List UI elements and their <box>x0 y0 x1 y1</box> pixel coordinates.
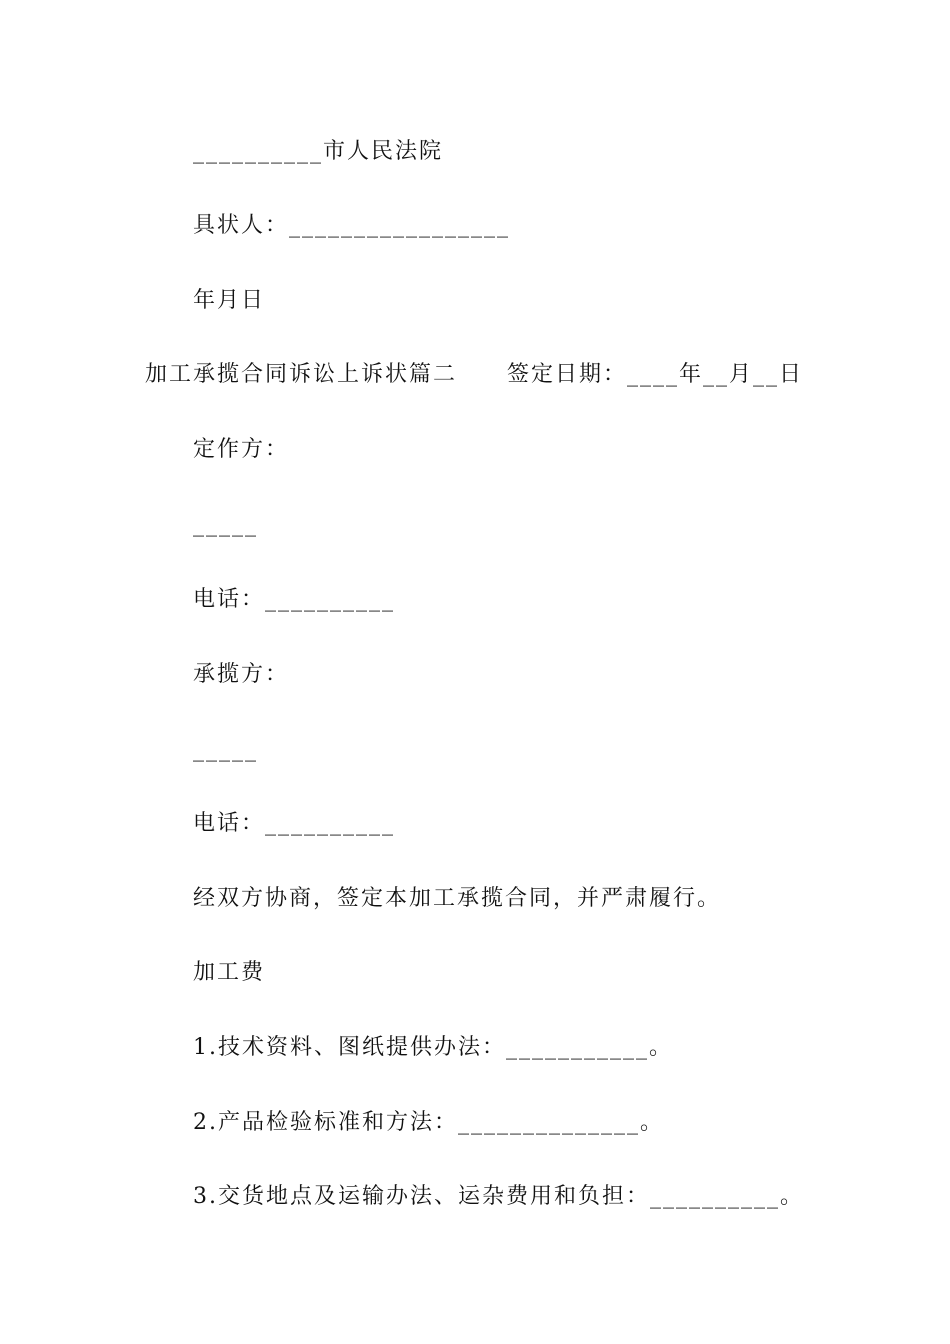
orderer-blank: _____ <box>193 512 258 537</box>
orderer-phone: 电话：__________ <box>193 587 396 612</box>
orderer-label: 定作方： <box>193 437 290 462</box>
sign-date: 签定日期：____年__月__日 <box>507 362 804 387</box>
date-line: 年月日 <box>193 288 266 313</box>
agreement-paragraph: 经双方协商，签定本加工承揽合同，并严肃履行。 <box>193 886 722 911</box>
clause-3: 3.交货地点及运输办法、运杂费用和负担：__________。 <box>193 1184 804 1209</box>
contractor-blank: _____ <box>193 737 258 762</box>
plaintiff-line: 具状人：_________________ <box>193 213 511 238</box>
section-title: 加工承揽合同诉讼上诉状篇二 <box>145 362 458 387</box>
clause-1: 1.技术资料、图纸提供办法：___________。 <box>193 1035 673 1060</box>
contractor-phone: 电话：__________ <box>193 811 396 836</box>
court-line: __________市人民法院 <box>193 139 444 164</box>
processing-fee-heading: 加工费 <box>193 960 266 985</box>
section-title-row <box>145 360 803 390</box>
clause-2: 2.产品检验标准和方法：______________。 <box>193 1110 664 1135</box>
contractor-label: 承揽方： <box>193 662 290 687</box>
